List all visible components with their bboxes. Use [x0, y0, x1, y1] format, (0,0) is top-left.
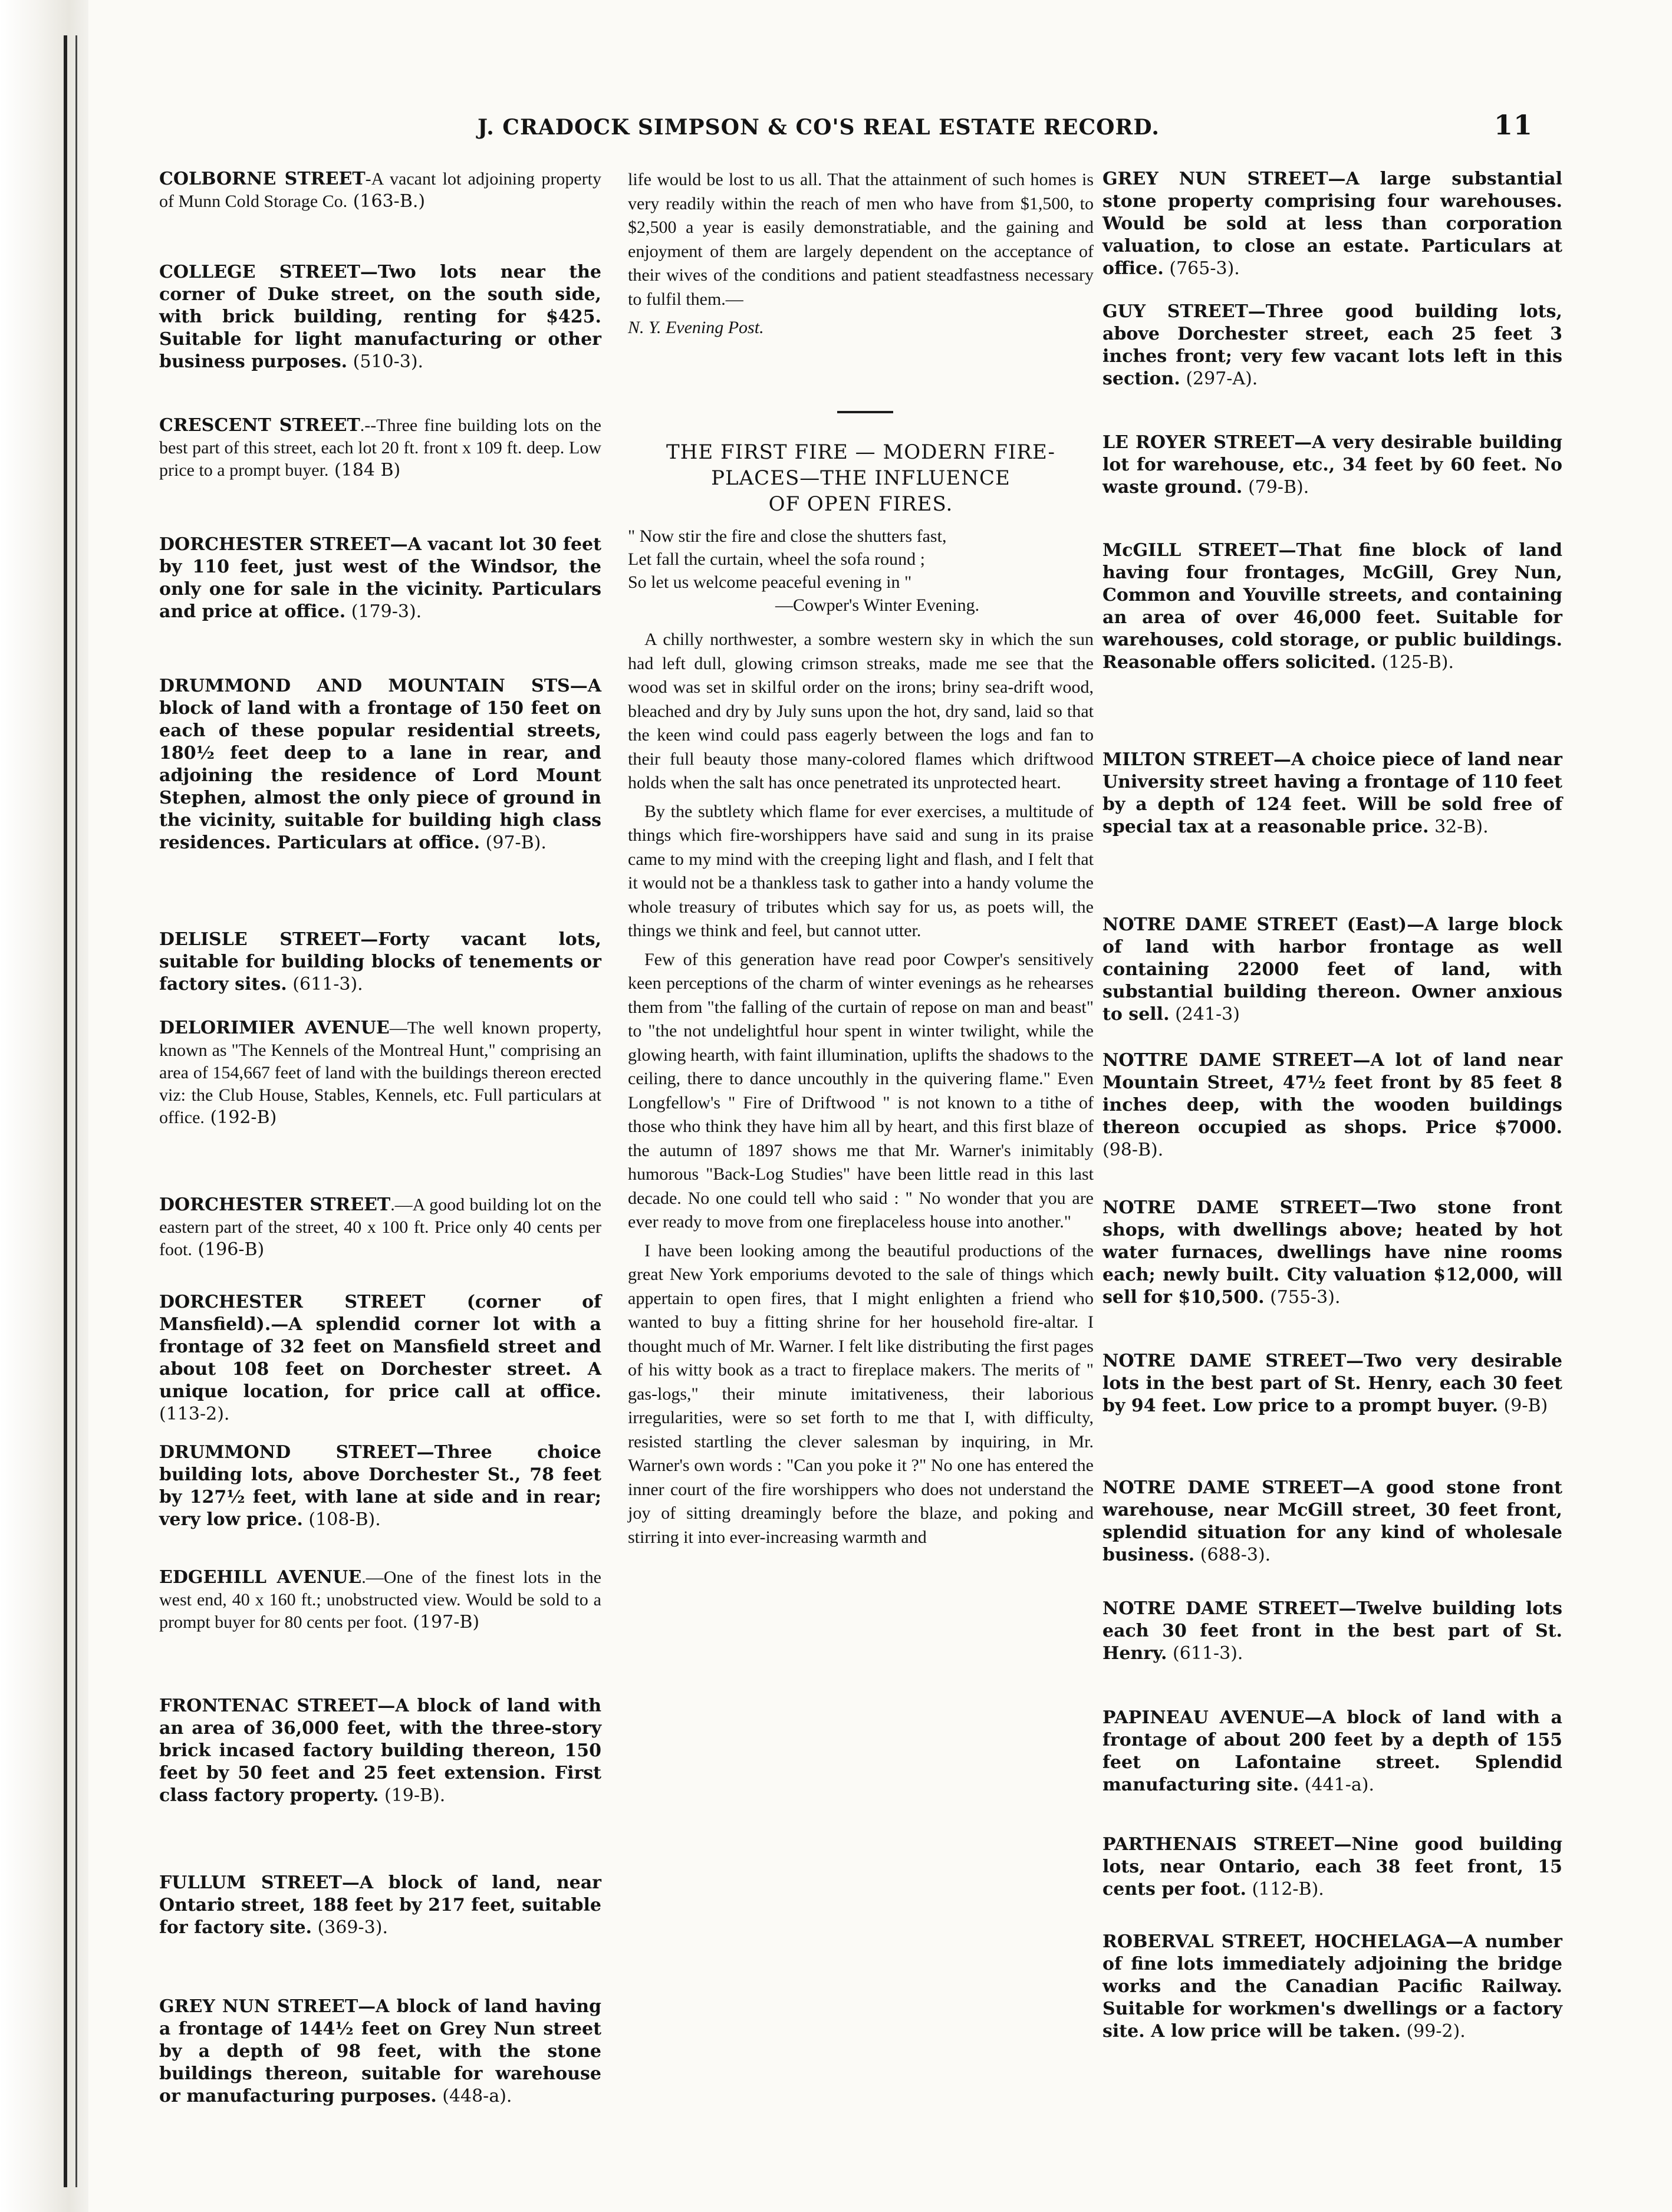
- listing-street: NOTRE DAME STREET: [1102, 1477, 1343, 1498]
- poem-line: " Now stir the fire and close the shutters fast,: [628, 526, 947, 546]
- listing-text: —A lot of land near Mountain Street, 47½ feet front by 85 feet 8 inches deep, with the wooden buildings thereon occupied as shops. Price $7000.: [1102, 1050, 1563, 1138]
- listing-street: NOTRE DAME STREET: [1102, 1197, 1361, 1218]
- listing-text: —A number of fine lots immediately adjoining the bridge works and the Canadian Pacific Railway. Suitable for workmen's dwellings or a factory site. A low price will be taken.: [1102, 1931, 1562, 2042]
- listing-street: GREY NUN STREET: [159, 1996, 358, 2017]
- listing-street: COLBORNE STREET: [159, 169, 366, 189]
- listing-street: MILTON STREET: [1102, 749, 1274, 770]
- running-title: J. CRADOCK SIMPSON & CO'S REAL ESTATE RECORD.: [478, 115, 1160, 140]
- listing: [159, 929, 601, 996]
- listing-text: —The well known property, known as "The Kennels of the Montreal Hunt," comprising an area of 154,667 feet of land with the buildings thereon erected viz: the Club House, Stables, Kennels, etc. Full particulars at office.: [159, 1018, 602, 1127]
- listing-street: McGILL STREET: [1102, 540, 1279, 561]
- page-number: 11: [1493, 109, 1533, 141]
- listing: [159, 1017, 601, 1129]
- listing-text: .--Three fine building lots on the best part of this street, each lot 20 ft. front x 109 ft. deep. Low price to a prompt buyer.: [159, 416, 601, 480]
- listing-ref: (441-a).: [1304, 1775, 1374, 1795]
- listing-street: NOTRE DAME STREET: [1102, 1351, 1347, 1371]
- listing-street: EDGEHILL AVENUE: [159, 1567, 362, 1588]
- poem-line: So let us welcome peaceful evening in ": [628, 572, 912, 592]
- listing-ref: (9-B): [1503, 1395, 1548, 1416]
- listing-text: .—A good building lot on the eastern part of the street, 40 x 100 ft. Price only 40 cents per foot.: [159, 1195, 601, 1259]
- listing: [159, 534, 601, 623]
- listing-street: LE ROYER STREET: [1102, 432, 1295, 453]
- listing-ref: (97-B).: [485, 832, 547, 853]
- listing-text: —Two stone front shops, with dwellings above; heated by hot water furnaces, dwellings have nine rooms each; newly built. City valuation $12,000, will sell for $10,500.: [1102, 1197, 1562, 1308]
- article-title-line: PLACES—THE INFLUENCE: [711, 466, 1011, 490]
- listing-ref: (184 B): [334, 460, 401, 480]
- listing-text: —A choice piece of land near University street having a frontage of 110 feet by a depth of 124 feet. Will be sold free of special tax at a reasonable price.: [1102, 749, 1562, 837]
- listing: [159, 414, 601, 482]
- binding-stitch-line: [75, 35, 77, 2187]
- listing-text: —Three choice building lots, above Dorchester St., 78 feet by 127½ feet, with lane at side and in rear; very low price.: [159, 1442, 601, 1530]
- binding-stitch-line: [64, 35, 67, 2187]
- listing-text: —Three good building lots, above Dorchester street, each 25 feet 3 inches front; very few vacant lots left in this section.: [1102, 301, 1562, 389]
- listing-ref: (196-B): [198, 1239, 265, 1260]
- listing-text: .—One of the finest lots in the west end, 40 x 160 ft.; unobstructed view. Would be sold to a prompt buyer for 80 cents per foot.: [159, 1568, 601, 1632]
- listing: [1102, 1049, 1562, 1161]
- listing-street: FRONTENAC STREET: [159, 1696, 378, 1716]
- listing-street: NOTRE DAME STREET: [1102, 914, 1338, 935]
- listing: [1102, 1350, 1562, 1417]
- listing-text: —A large substantial stone property comprising four warehouses. Would be sold at less than corporation valuation, to close an estate. Particulars at office.: [1102, 169, 1562, 279]
- listing-ref: (688-3).: [1200, 1545, 1271, 1565]
- listing-text: —A block of land with a frontage of about 200 feet by a depth of 155 feet on Lafontaine street. Splendid manufacturing site.: [1102, 1707, 1562, 1795]
- listing-text: —A block of land having a frontage of 144½ feet on Grey Nun street by a depth of 98 feet, with the stone buildings thereon, suitable for warehouse or manufacturing purposes.: [159, 1996, 601, 2106]
- listing: [159, 1566, 601, 1634]
- listing-text: -A vacant lot adjoining property of Munn Cold Storage Co.: [159, 169, 601, 211]
- listing-text: —A block of land, near Ontario street, 188 feet by 217 feet, suitable for factory site.: [159, 1872, 601, 1938]
- listing: [159, 1872, 601, 1939]
- listing: [159, 1441, 601, 1531]
- paragraph: I have been looking among the beautiful productions of the great New York emporiums devoted to the sale of things which appertain to open fires, that I might enlighten a friend who wanted to buy a fitting shrine for her household fire-altar. I thought much of Mr. Warner. I felt like distributing the first pages of his witty book as a tract to fireplace makers. The merits of " gas-logs," their minute imitativeness, their laborious irregularities, were so set forth to me that I, with difficulty, resisted startling the clever salesman by inquiring, in Mr. Warner's own words : "Can you poke it ?" No one has entered the inner court of the fire worshippers who does not understand the joy of sitting dreamingly before the blaze, and poking and stirring it into ever-increasing warmth and: [628, 1240, 1094, 1547]
- page-header: [460, 109, 1556, 156]
- listing-street: PARTHENAIS STREET: [1102, 1834, 1334, 1855]
- listing: [1102, 168, 1562, 280]
- listing-street: COLLEGE STREET: [159, 262, 360, 282]
- listing: [159, 1291, 601, 1426]
- listing: [159, 1695, 601, 1807]
- listing: [1102, 539, 1562, 674]
- listing: [1102, 914, 1562, 1026]
- listing-ref: (98-B).: [1102, 1140, 1164, 1160]
- listing-ref: (163-B.): [353, 191, 426, 212]
- listing-ref: (448-a).: [442, 2086, 512, 2106]
- listing: [1102, 1598, 1562, 1665]
- paragraph: Few of this generation have read poor Cowper's sensitively keen perceptions of the charm of winter evenings as he rehearses them from "the falling of the curtain of repose on man and beast" to "the not undelightful hour spent in winter twilight, while the glowing hearth, with faint illumination, uplifts the shadows to the ceiling, there to dance uncouthly in the quivering flame." Even Longfellow's " Fire of Driftwood " is not known to a tithe of those who think they have him all by heart, and this first blaze of the autumn of 1897 shows me that Mr. Warner's inimitably humorous "Back-Log Studies" have been little read in this last decade. No one could tell who said : " No wonder that you are ever ready to move from one fireplaceless house into another.": [628, 949, 1094, 1232]
- listing-ref: (79-B).: [1248, 477, 1309, 498]
- listing-street: NOTRE DAME STREET: [1102, 1598, 1339, 1619]
- listing-ref: (241-3): [1175, 1004, 1240, 1025]
- listing-street: DELORIMIER AVENUE: [159, 1018, 390, 1038]
- listing-text: —A block of land with a frontage of 150 feet on each of these popular residential streets, 180½ feet deep to a lane in rear, and adjoining the residence of Lord Mount Stephen, almost the only piece of ground in the vicinity, suitable for building high class residences. Particulars at office.: [159, 676, 601, 853]
- listing: [159, 1996, 601, 2108]
- listing-ref: (108-B).: [308, 1509, 381, 1530]
- poem-line: Let fall the curtain, wheel the sofa round ;: [628, 549, 925, 569]
- listing-ref: (112-B).: [1252, 1879, 1324, 1900]
- listing: [159, 675, 601, 854]
- listing-text: —A vacant lot 30 feet by 110 feet, just west of the Windsor, the only one for sale in the vicinity. Particulars and price at office.: [159, 534, 601, 622]
- article-title-line: THE FIRST FIRE — MODERN FIRE-: [666, 440, 1055, 464]
- listing-street: DORCHESTER STREET: [159, 1194, 391, 1215]
- listing-street: PAPINEAU AVENUE: [1102, 1707, 1305, 1728]
- article-credit: N. Y. Evening Post.: [628, 318, 764, 337]
- listing-street: DORCHESTER STREET: [159, 1292, 426, 1312]
- listing: [1102, 1834, 1562, 1901]
- listing-street: GREY NUN STREET: [1102, 169, 1328, 189]
- listing-ref: (197-B): [413, 1612, 480, 1632]
- article-body: [628, 628, 1094, 1554]
- listing: [1102, 432, 1562, 499]
- listing-text: (East)—A large block of land with harbor frontage as well containing 22000 feet of land, with substantial building thereon. Owner anxious to sell.: [1102, 914, 1562, 1025]
- listing-street: ROBERVAL STREET, HOCHELAGA: [1102, 1931, 1446, 1952]
- listing-street: GUY STREET: [1102, 301, 1248, 322]
- article-title-line: OF OPEN FIRES.: [768, 492, 953, 516]
- listing-street: DRUMMOND STREET: [159, 1442, 417, 1463]
- listing: [1102, 1477, 1562, 1566]
- listing-text: —A good stone front warehouse, near McGill street, 30 feet front, splendid situation for any kind of wholesale business.: [1102, 1477, 1562, 1565]
- listing-ref: (611-3).: [292, 974, 363, 995]
- listing: [159, 261, 601, 373]
- listing-text: (corner of Mansfield).—A splendid corner lot with a frontage of 32 feet on Mansfield street and about 108 feet on Dorchester street. A unique location, for price call at office.: [159, 1292, 601, 1402]
- article-continuation: [628, 168, 1094, 345]
- listing: [1102, 301, 1562, 390]
- listing-ref: (765-3).: [1169, 258, 1240, 279]
- listing-ref: (369-3).: [317, 1917, 388, 1938]
- listing: [1102, 1707, 1562, 1796]
- listing-ref: (99-2).: [1406, 2021, 1466, 2042]
- listing-ref: 32-B).: [1434, 817, 1489, 837]
- listing-ref: (755-3).: [1270, 1287, 1341, 1308]
- listing-ref: (510-3).: [353, 351, 424, 372]
- listing-street: FULLUM STREET: [159, 1872, 342, 1893]
- listing-street: DORCHESTER STREET: [159, 534, 390, 555]
- listing-ref: (19-B).: [384, 1785, 446, 1806]
- listing-text: —Forty vacant lots, suitable for building blocks of tenements or factory sites.: [159, 929, 601, 995]
- listing-ref: (611-3).: [1173, 1643, 1243, 1664]
- listing-text: —That fine block of land having four frontages, McGill, Grey Nun, Common and Youville streets, and containing an area of over 46,000 feet. Suitable for warehouses, cold storage, or public buildings. Reasonable offers solicited.: [1102, 540, 1562, 673]
- listing-text: —Nine good building lots, near Ontario, each 38 feet front, 15 cents per foot.: [1102, 1834, 1562, 1900]
- poem-attribution: —Cowper's Winter Evening.: [775, 595, 980, 615]
- listing-text: —Twelve building lots each 30 feet front in the best part of St. Henry.: [1102, 1598, 1562, 1664]
- listing-ref: (125-B).: [1381, 652, 1454, 673]
- listing: [159, 1194, 601, 1261]
- listing-street: DELISLE STREET: [159, 929, 361, 950]
- listing: [159, 168, 601, 213]
- page-binding-edge: [0, 0, 88, 2212]
- listing-ref: (297-A).: [1186, 368, 1258, 389]
- listing-ref: (192-B): [210, 1107, 277, 1128]
- listing: [1102, 749, 1562, 838]
- listing-street: DRUMMOND AND MOUNTAIN STS: [159, 676, 570, 696]
- section-rule: [837, 411, 893, 413]
- paragraph: life would be lost to us all. That the attainment of such homes is very readily within the reach of men who have from $1,500, to $2,500 a year is easily demonstratiable, and the gaining and enjoyment of them are largely dependent on the acceptance of their wives of the conditions and patient steadfastness necessary to fulfil them.—: [628, 170, 1094, 309]
- listing-ref: (179-3).: [351, 601, 422, 622]
- listing-text: —Two lots near the corner of Duke street, on the south side, with brick building, renting for $425. Suitable for light manufacturing or other business purposes.: [159, 262, 601, 372]
- listing-text: —Two very desirable lots in the best part of St. Henry, each 30 feet by 94 feet. Low price to a prompt buyer.: [1102, 1351, 1562, 1416]
- listing-text: —A block of land with an area of 36,000 feet, with the three-story brick incased factory building thereon, 150 feet by 50 feet and 25 feet extension. First class factory property.: [159, 1696, 601, 1806]
- paragraph: By the subtlety which flame for ever exercises, a multitude of things which fire-worshippers have said and sung in its praise came to my mind with the creeping light and flash, and I felt that it would not be a thankless task to gather into a handy volume the whole treasury of tributes which say for us, as poets will, the things we think and feel, but cannot utter.: [628, 801, 1094, 940]
- listing: [1102, 1931, 1562, 2043]
- listing-street: NOTTRE DAME STREET: [1102, 1050, 1353, 1071]
- listing-text: —A very desirable building lot for warehouse, etc., 34 feet by 60 feet. No waste ground.: [1102, 432, 1562, 498]
- listing-ref: (113-2).: [159, 1404, 230, 1424]
- article-title: [628, 439, 1094, 517]
- listing: [1102, 1197, 1562, 1309]
- paragraph: A chilly northwester, a sombre western sky in which the sun had left dull, glowing crimson streaks, made me see that the wood was set in skilful order on the irons; briny sea-drift wood, bleached and dry by July suns upon the hot, dry sand, laid so that the keen wind could pass eagerly between the logs and fan to their full beauty those many-colored flames which driftwood holds when the salt has once penetrated its unprotected heart.: [628, 630, 1094, 792]
- epigraph-poem: [628, 525, 1094, 617]
- listing-street: CRESCENT STREET: [159, 415, 360, 436]
